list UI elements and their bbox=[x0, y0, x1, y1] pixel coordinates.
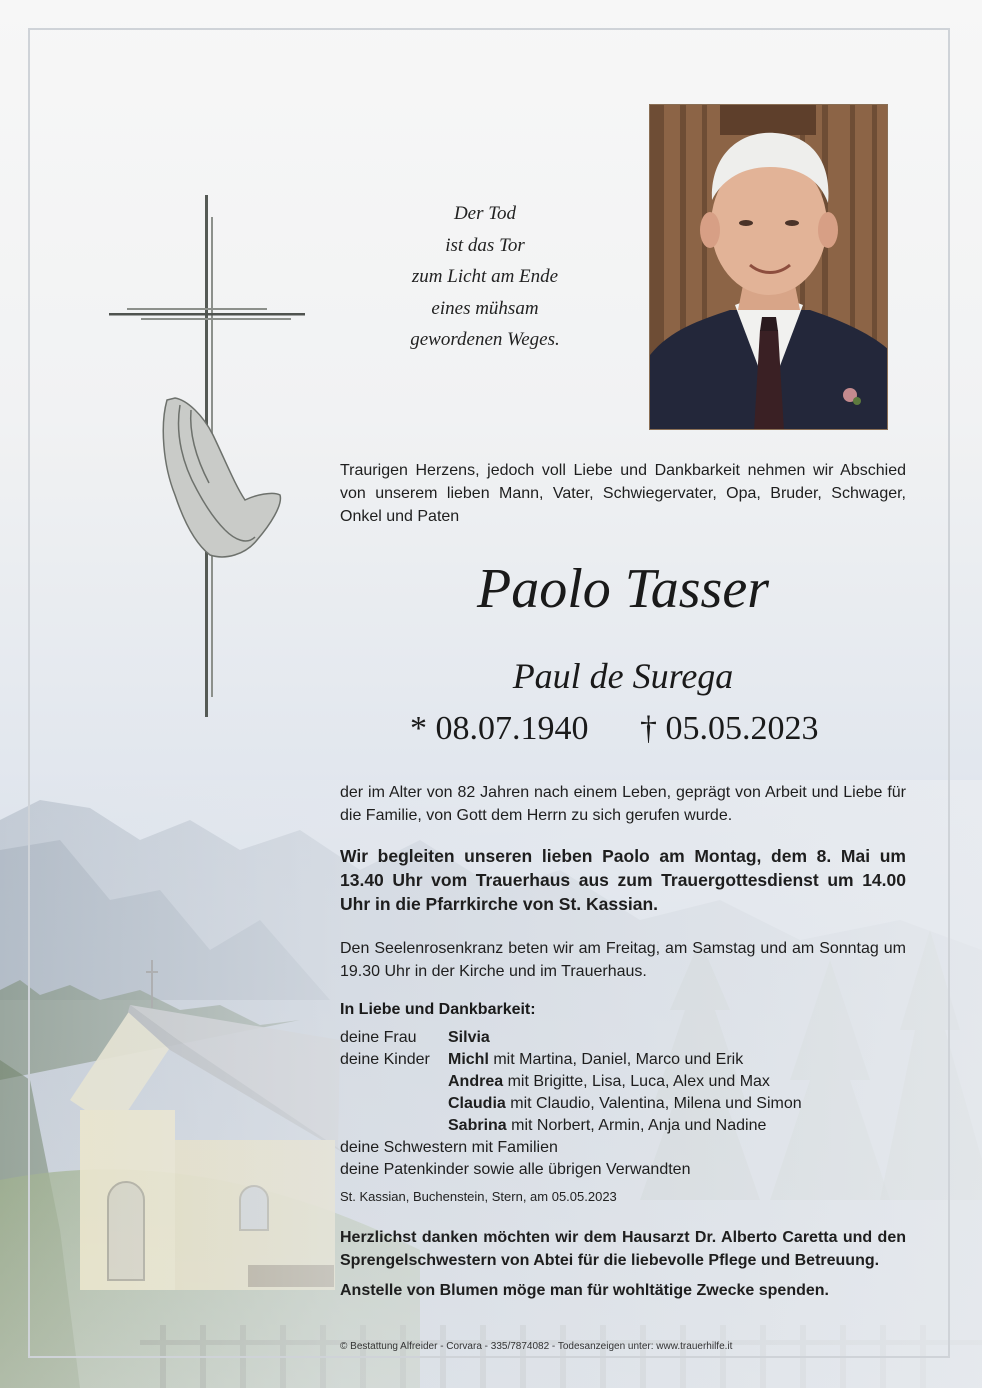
child-name: Sabrina bbox=[448, 1117, 507, 1134]
quote-line: gewordenen Weges. bbox=[410, 329, 560, 350]
portrait-photo bbox=[649, 104, 888, 430]
quote-line: ist das Tor bbox=[445, 234, 525, 256]
child-name: Michl bbox=[448, 1051, 489, 1068]
list-item bbox=[340, 1071, 920, 1093]
list-item bbox=[340, 1137, 920, 1159]
quote-line: eines mühsam bbox=[431, 297, 539, 319]
child-entry bbox=[448, 1049, 743, 1071]
intro-text: Traurigen Herzens, jedoch voll Liebe und Dankbarkeit nehmen wir Abschied von unserem lieben Mann, Vater, Schwiegervater, Opa, Bruder, Schwager, Onkel und Paten bbox=[340, 462, 906, 525]
list-item bbox=[340, 1093, 920, 1115]
wife-label: deine Frau bbox=[340, 1029, 417, 1046]
child-name: Claudia bbox=[448, 1095, 506, 1112]
age-text: der im Alter von 82 Jahren nach einem Leben, geprägt von Arbeit und Liebe für die Familie, von Gott dem Herrn zu sich gerufen wurde. bbox=[340, 784, 906, 824]
mourners-list bbox=[340, 1027, 920, 1181]
children-label: deine Kinder bbox=[340, 1051, 430, 1068]
child-family: mit Norbert, Armin, Anja und Nadine bbox=[506, 1117, 767, 1134]
quote-line: zum Licht am Ende bbox=[411, 266, 559, 287]
rosary-text: Den Seelenrosenkranz beten wir am Freitag, am Samstag und am Sonntag um 19.30 Uhr in der Kirche und im Trauerhaus. bbox=[340, 940, 906, 980]
flowers-note: Anstelle von Blumen möge man für wohltätige Zwecke spenden. bbox=[340, 1282, 829, 1299]
list-item bbox=[340, 1159, 920, 1181]
mourners-heading: In Liebe und Dankbarkeit: bbox=[340, 1001, 536, 1018]
footer-credit: © Bestattung Alfreider - Corvara - 335/7874082 - Todesanzeigen unter: www.trauerhilfe.it bbox=[340, 1341, 733, 1352]
doctor-thanks: Herzlichst danken möchten wir dem Hausarzt Dr. Alberto Caretta und den Sprengelschwestern von Abtei für die liebevolle Pflege und Betreuung. bbox=[340, 1229, 906, 1269]
deceased-nickname: Paul de Surega bbox=[512, 656, 734, 696]
child-entry bbox=[448, 1115, 766, 1137]
child-family: mit Claudio, Valentina, Milena und Simon bbox=[505, 1095, 802, 1112]
list-item bbox=[340, 1115, 920, 1137]
birth-date: * 08.07.1940 bbox=[410, 710, 589, 747]
quote-line: Der Tod bbox=[453, 203, 517, 224]
child-entry bbox=[448, 1071, 770, 1093]
place-date: St. Kassian, Buchenstein, Stern, am 05.05.2023 bbox=[340, 1189, 617, 1204]
child-entry bbox=[448, 1093, 802, 1115]
child-family: mit Brigitte, Lisa, Luca, Alex und Max bbox=[503, 1073, 770, 1090]
wife-name: Silvia bbox=[448, 1029, 490, 1046]
child-name: Andrea bbox=[448, 1073, 504, 1090]
deceased-name: Paolo Tasser bbox=[476, 558, 769, 620]
memorial-quote bbox=[380, 198, 590, 356]
life-dates bbox=[340, 704, 906, 754]
list-item bbox=[340, 1027, 920, 1049]
death-date: † 05.05.2023 bbox=[640, 710, 819, 747]
godchildren-entry: deine Patenkinder sowie alle übrigen Verwandten bbox=[340, 1161, 691, 1178]
list-item bbox=[340, 1049, 920, 1071]
sisters-entry: deine Schwestern mit Familien bbox=[340, 1139, 558, 1156]
child-family: mit Martina, Daniel, Marco und Erik bbox=[488, 1051, 744, 1068]
funeral-announcement: Wir begleiten unseren lieben Paolo am Montag, dem 8. Mai um 13.40 Uhr vom Trauerhaus aus zum Trauergottesdienst um 14.00 Uhr in die Pfarrkirche von St. Kassian. bbox=[340, 846, 906, 914]
cross-with-praying-hands-icon bbox=[105, 195, 310, 725]
